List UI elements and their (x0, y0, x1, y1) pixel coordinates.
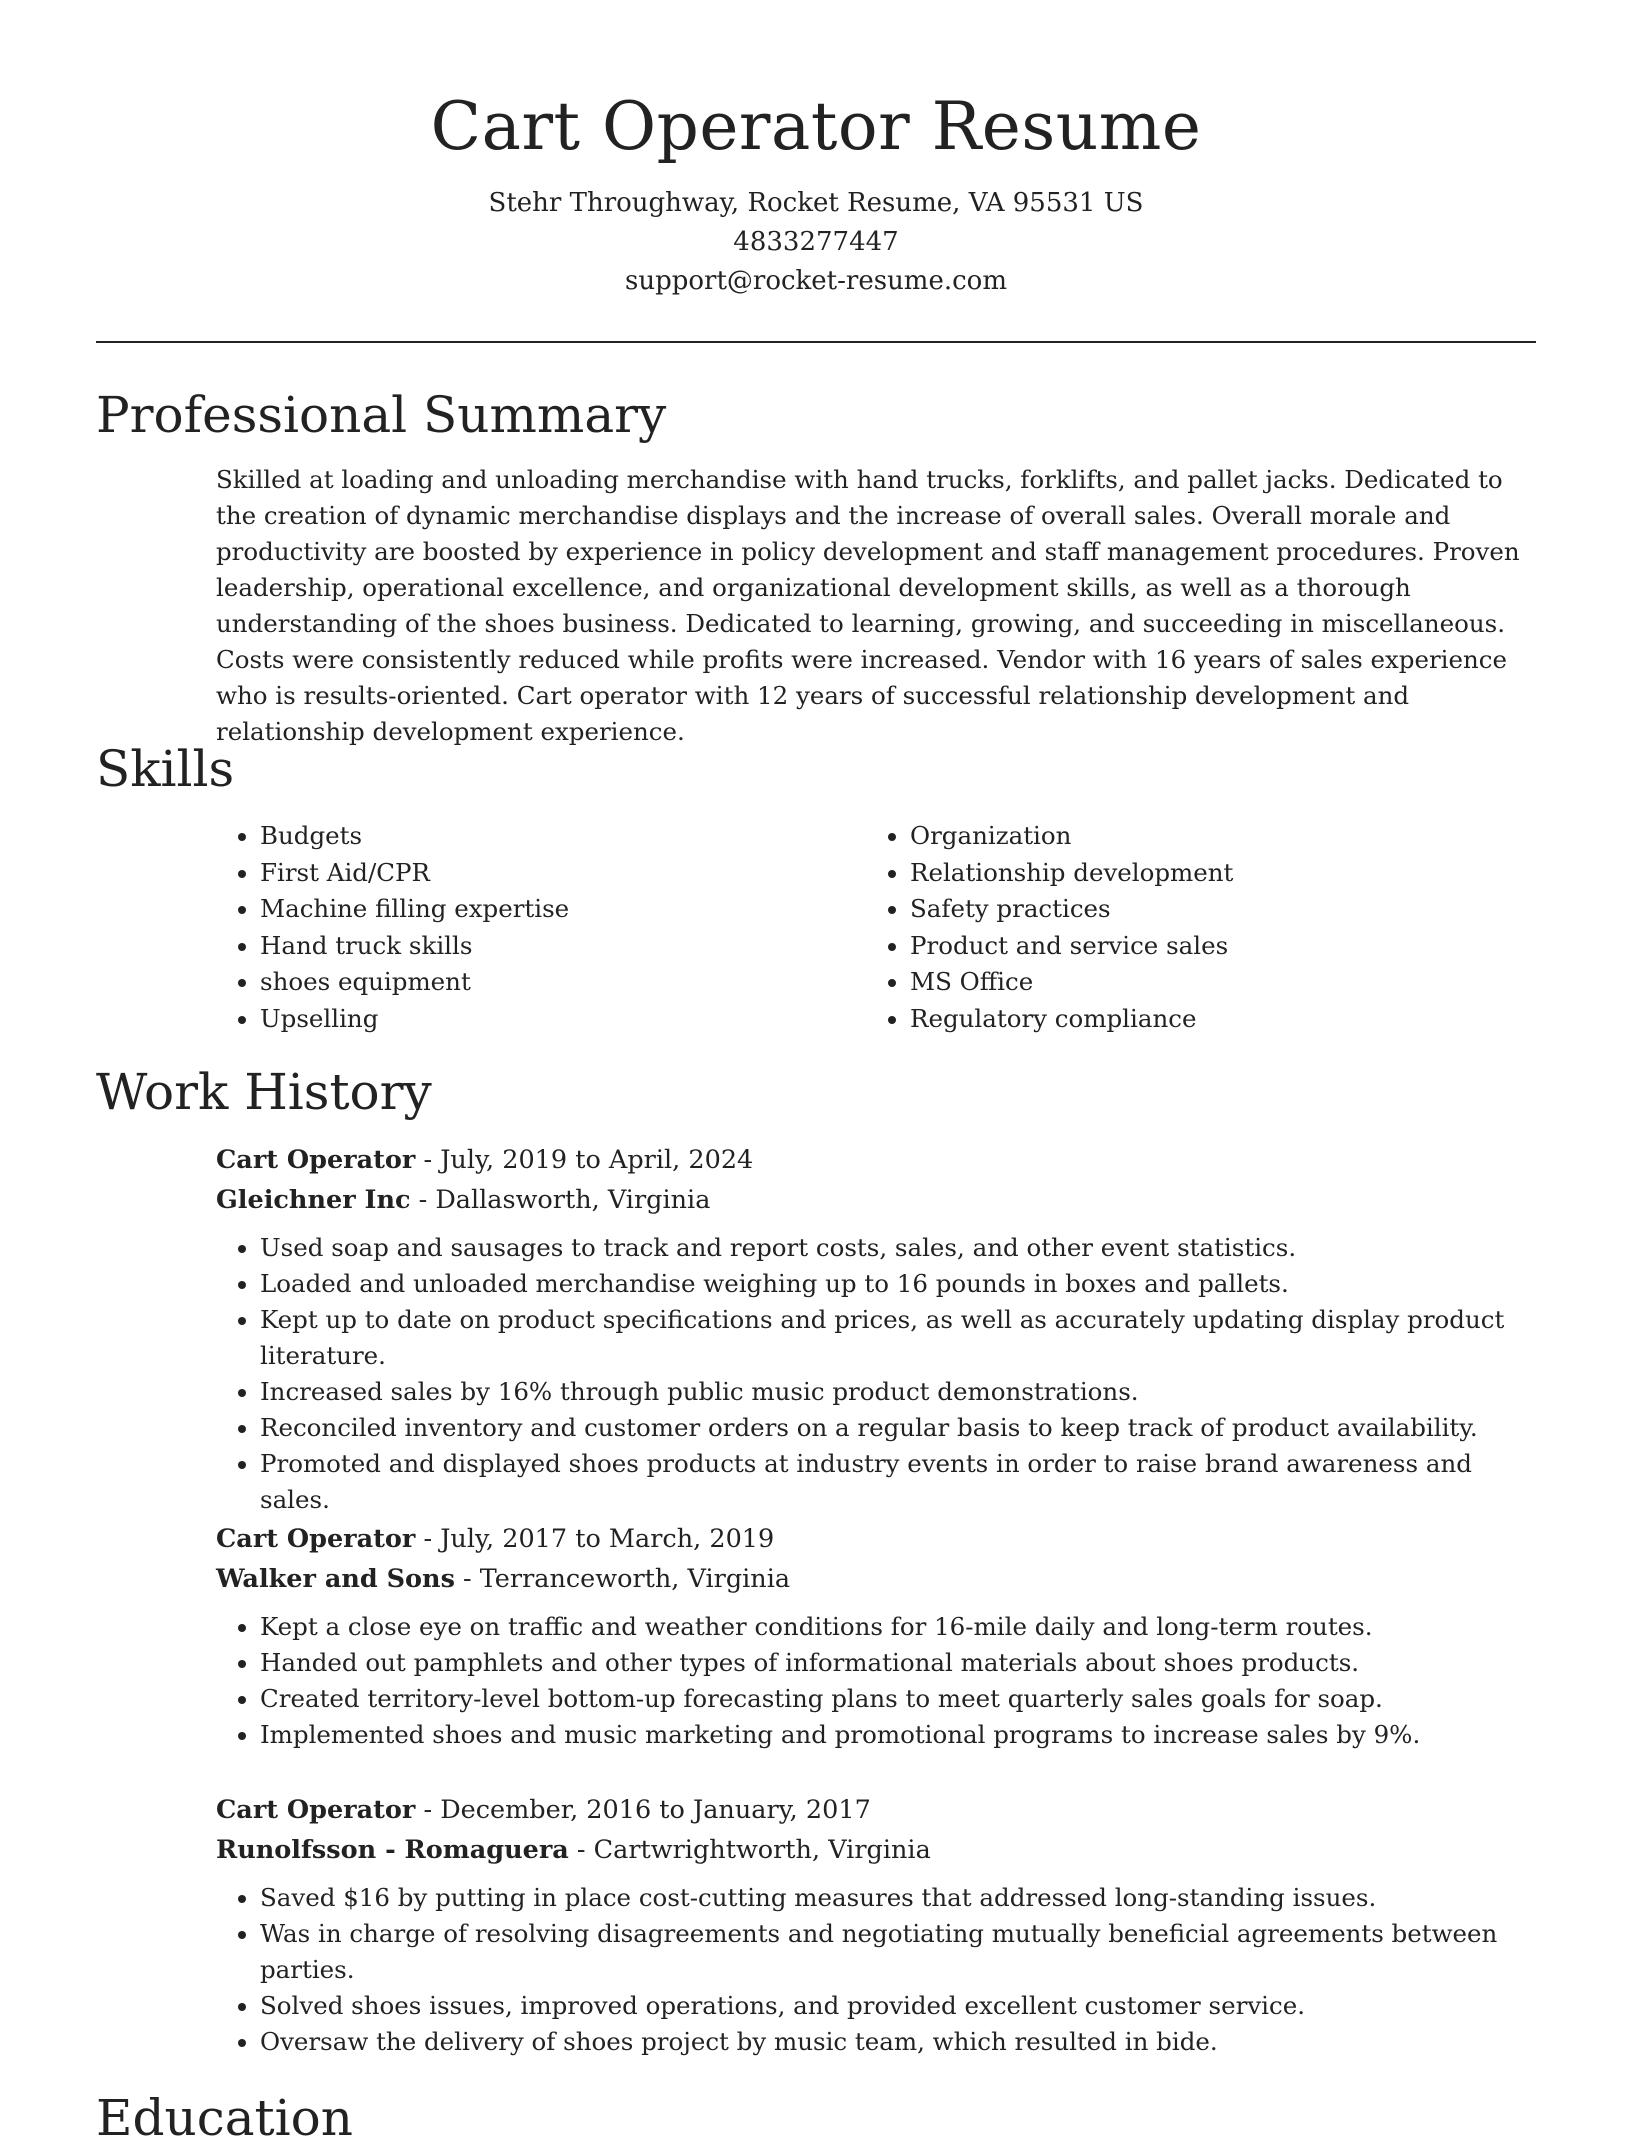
job-bullet: • Created territory-level bottom-up forecasting plans to meet quarterly sales goals for soap. (260, 1681, 1536, 1717)
job-bullet: • Kept up to date on product specifications and prices, as well as accurately updating display product literature. (260, 1302, 1536, 1374)
skill-item: • First Aid/CPR (260, 855, 866, 892)
skill-item: • Safety practices (910, 891, 1516, 928)
job-bullet: • Promoted and displayed shoes products at industry events in order to raise brand awareness and sales. (260, 1446, 1536, 1518)
job-entry (216, 1519, 1536, 1753)
separator: - (415, 1795, 441, 1825)
job-bullet: • Oversaw the delivery of shoes project by music team, which resulted in bide. (260, 2024, 1536, 2060)
skill-item: • shoes equipment (260, 964, 866, 1001)
contact-phone: 4833277447 (733, 227, 899, 257)
education-heading: Education (96, 2089, 353, 2147)
skills-heading: Skills (96, 740, 235, 798)
job-bullet: • Loaded and unloaded merchandise weighing up to 16 pounds in boxes and pallets. (260, 1266, 1536, 1302)
job-bullet: • Was in charge of resolving disagreements and negotiating mutually beneficial agreements between parties. (260, 1916, 1536, 1988)
separator: - (415, 1524, 441, 1554)
job-bullet: • Implemented shoes and music marketing and promotional programs to increase sales by 9%. (260, 1717, 1536, 1753)
job-company-line (216, 1559, 1536, 1599)
job-company-line (216, 1180, 1536, 1220)
job-location: Cartwrightworth, Virginia (593, 1835, 931, 1865)
summary-heading: Professional Summary (96, 386, 667, 444)
skills-column-left (216, 818, 866, 1037)
contact-address: Stehr Throughway, Rocket Resume, VA 95531 US (488, 188, 1144, 218)
job-role: Cart Operator (216, 1145, 416, 1175)
job-bullets (216, 1880, 1536, 2060)
job-bullet: • Handed out pamphlets and other types of informational materials about shoes products. (260, 1645, 1536, 1681)
job-role-line (216, 1140, 1536, 1180)
separator: - (410, 1185, 436, 1215)
skill-item: • Regulatory compliance (910, 1001, 1516, 1038)
separator: - (454, 1564, 480, 1594)
job-entry (216, 1140, 1536, 1518)
job-company: Runolfsson - Romaguera (216, 1835, 569, 1865)
job-entry (216, 1790, 1536, 2060)
job-dates: December, 2016 to January, 2017 (440, 1795, 871, 1825)
skill-item: • Product and service sales (910, 928, 1516, 965)
skill-item: • Hand truck skills (260, 928, 866, 965)
job-role: Cart Operator (216, 1524, 416, 1554)
job-role: Cart Operator (216, 1795, 416, 1825)
skills-column-right (866, 818, 1516, 1037)
contact-block (0, 184, 1632, 301)
skill-item: • Upselling (260, 1001, 866, 1038)
job-bullet: • Used soap and sausages to track and report costs, sales, and other event statistics. (260, 1230, 1536, 1266)
job-role-line (216, 1519, 1536, 1559)
skill-item: • Budgets (260, 818, 866, 855)
job-bullet: • Solved shoes issues, improved operations, and provided excellent customer service. (260, 1988, 1536, 2024)
job-bullets (216, 1609, 1536, 1753)
work-history-heading: Work History (96, 1063, 432, 1121)
skill-item: • Relationship development (910, 855, 1516, 892)
job-dates: July, 2019 to April, 2024 (440, 1145, 754, 1175)
job-bullet: • Saved $16 by putting in place cost-cutting measures that addressed long-standing issues. (260, 1880, 1536, 1916)
contact-email: support@rocket-resume.com (624, 266, 1007, 296)
job-bullet: • Kept a close eye on traffic and weather conditions for 16-mile daily and long-term routes. (260, 1609, 1536, 1645)
job-location: Dallasworth, Virginia (435, 1185, 711, 1215)
skill-item: • MS Office (910, 964, 1516, 1001)
header-divider (96, 341, 1536, 343)
job-company: Walker and Sons (216, 1564, 455, 1594)
skill-item: • Machine filling expertise (260, 891, 866, 928)
skills-list (216, 818, 1536, 1037)
resume-title: Cart Operator Resume (430, 88, 1202, 165)
job-location: Terranceworth, Virginia (479, 1564, 791, 1594)
separator: - (568, 1835, 594, 1865)
job-bullet: • Reconciled inventory and customer orders on a regular basis to keep track of product availability. (260, 1410, 1536, 1446)
skill-item: • Organization (910, 818, 1516, 855)
job-dates: July, 2017 to March, 2019 (440, 1524, 775, 1554)
summary-text: Skilled at loading and unloading merchandise with hand trucks, forklifts, and pallet jacks. Dedicated to the creation of dynamic merchandise displays and the increase of overall sales. Overall morale and productivity are boosted by experience in policy development and staff management procedures. Proven leadership, operational excellence, and organizational development skills, as well as a thorough understanding of the shoes business. Dedicated to learning, growing, and succeeding in miscellaneous. Costs were consistently reduced while profits were increased. Vendor with 16 years of sales experience who is results-oriented. Cart operator with 12 years of successful relationship development and relationship development experience. (216, 465, 1520, 746)
resume-header (0, 0, 1632, 301)
job-role-line (216, 1790, 1536, 1830)
job-company-line (216, 1830, 1536, 1870)
job-bullets (216, 1230, 1536, 1518)
job-company: Gleichner Inc (216, 1185, 411, 1215)
separator: - (415, 1145, 441, 1175)
job-bullet: • Increased sales by 16% through public music product demonstrations. (260, 1374, 1536, 1410)
